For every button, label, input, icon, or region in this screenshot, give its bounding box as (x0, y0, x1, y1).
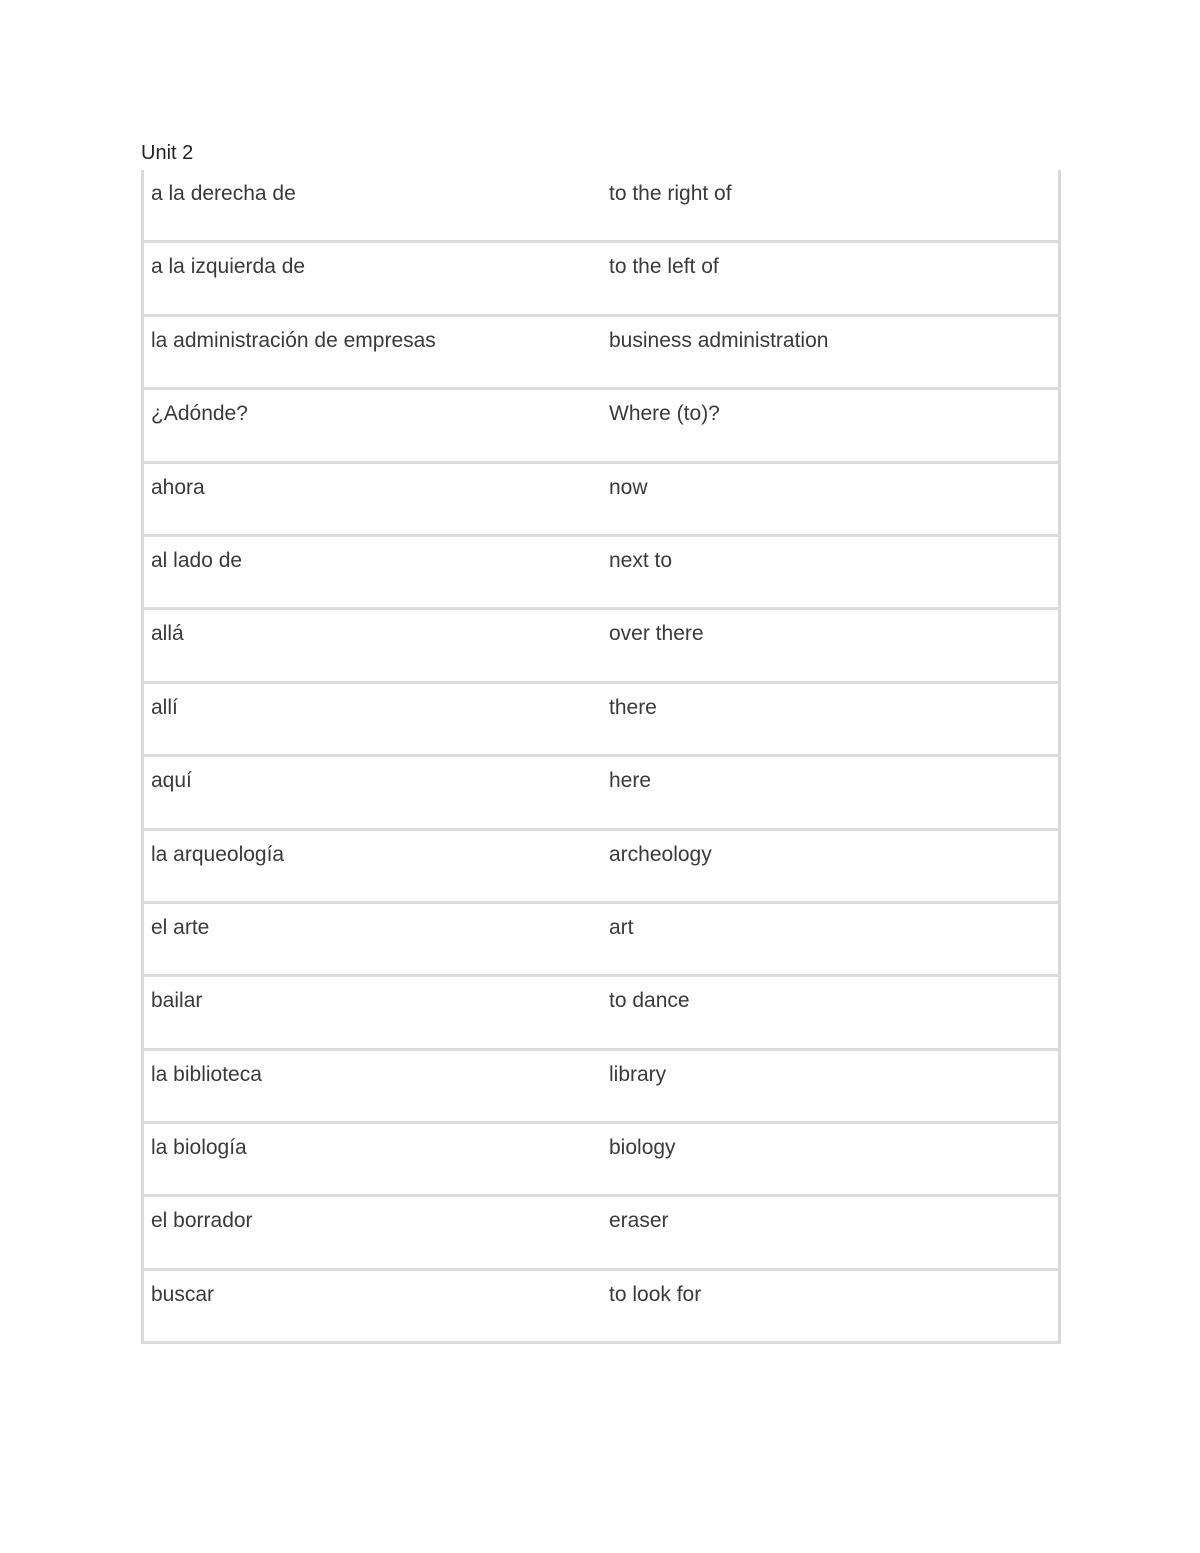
table-row (144, 684, 1058, 757)
definition-cell: art (609, 915, 634, 939)
definition-cell: there (609, 695, 657, 719)
table-row (144, 610, 1058, 683)
vocabulary-table (141, 170, 1061, 1344)
table-row (144, 1197, 1058, 1270)
definition-cell: Where (to)? (609, 402, 720, 426)
term-cell: al lado de (151, 548, 243, 572)
definition-cell: library (609, 1062, 667, 1086)
table-row (144, 831, 1058, 904)
definition-cell: to dance (609, 989, 690, 1013)
term-cell: aquí (151, 769, 192, 793)
definition-cell: biology (609, 1136, 676, 1160)
term-cell: la biología (151, 1136, 247, 1160)
table-row (144, 243, 1058, 316)
definition-cell: business administration (609, 328, 829, 352)
table-row (144, 317, 1058, 390)
table-row (144, 977, 1058, 1050)
table-row (144, 757, 1058, 830)
definition-cell: over there (609, 622, 704, 646)
term-cell: allí (151, 695, 178, 719)
definition-cell: archeology (609, 842, 712, 866)
term-cell: ahora (151, 475, 205, 499)
term-cell: el borrador (151, 1209, 253, 1233)
term-cell: a la izquierda de (151, 255, 306, 279)
table-row (144, 390, 1058, 463)
table-row (144, 904, 1058, 977)
term-cell: allá (151, 622, 184, 646)
table-row (144, 1124, 1058, 1197)
term-cell: la biblioteca (151, 1062, 262, 1086)
definition-cell: to the left of (609, 255, 719, 279)
term-cell: la administración de empresas (151, 328, 436, 352)
table-row (144, 1271, 1058, 1344)
term-cell: a la derecha de (151, 182, 296, 205)
term-cell: buscar (151, 1282, 215, 1306)
table-row (144, 170, 1058, 243)
definition-cell: next to (609, 548, 673, 572)
definition-cell: now (609, 475, 648, 499)
table-row (144, 464, 1058, 537)
table-row (144, 537, 1058, 610)
page-title: Unit 2 (141, 142, 194, 164)
definition-cell: eraser (609, 1209, 669, 1233)
term-cell: la arqueología (151, 842, 285, 866)
term-cell: bailar (151, 989, 203, 1013)
term-cell: el arte (151, 915, 210, 939)
term-cell: ¿Adónde? (151, 402, 248, 426)
definition-cell: to the right of (609, 182, 732, 205)
table-row (144, 1051, 1058, 1124)
definition-cell: here (609, 769, 652, 793)
definition-cell: to look for (609, 1282, 702, 1306)
